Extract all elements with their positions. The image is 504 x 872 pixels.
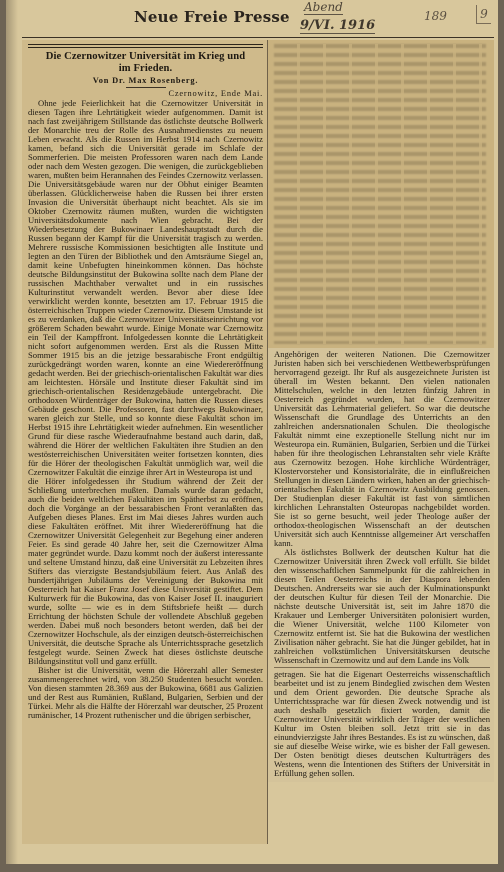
article-paragraph: getragen. Sie hat die Eigenart Oesterreichs wissenschaftlich bearbeitet und ist zu jenem Bindeglied zwischen dem Westen und dem Orient geworden. Die deutsche Sprache als Unterrichtssprache war für diesen Zweck notwendig und ist auch deshalb gesetzlich fixiert worden, damit die Czernowitzer Universität wirklich der Träger der westlichen Kultur im Osten bleiben soll. Jetzt tritt sie in das einundvierzigste Jahr ihres Bestandes. Es ist zu wünschen, daß sie auf dieselbe Weise wirke, wie es bisher der Fall gewesen. Der Osten benötigt dieses deutschen Kulturträgers des Westens, wenn die Intentionen des Stifters der Universität in Erfüllung gehen sollen. [274, 669, 490, 778]
title-double-rule [28, 44, 263, 48]
newspaper-masthead: Neue Freie Presse [134, 8, 290, 26]
reverse-side-bleed-through [268, 40, 494, 348]
header-rule [22, 37, 494, 38]
article-title-line: im Frieden. [118, 62, 173, 74]
article-title [28, 51, 263, 74]
article-byline: Von Dr. Max Rosenberg. [92, 76, 199, 85]
article-paragraph: Bisher ist die Universität, wenn die Hörerzahl aller Semester zusammengerechnet wird, von 38.250 Studenten besucht worden. Von diesen stammten 28.369 aus der Bukowina, 6681 aus Galizien und der Rest aus Rumänien, Rußland, Bulgarien, Serbien und der Türkei. Mehr als die Hälfte der Hörerzahl war deutscher, 25 Prozent rumänischer, 14 Prozent ruthenischer und die übrigen serbischer, [28, 665, 263, 720]
handwritten-edition-note: Abend [304, 0, 343, 14]
article-dateline: Czernowitz, Ende Mai. [168, 89, 263, 98]
article-body-right [268, 348, 494, 782]
article-right-column [268, 40, 494, 782]
byline-rule [126, 87, 166, 88]
article-body-left [28, 99, 263, 720]
article-paragraph: Als östlichstes Bollwerk der deutschen Kultur hat die Czernowitzer Universität ihren Zweck voll erfüllt. Sie bildet den wissenschaftlichen Sammelpunkt für die zahlreichen in diesen Teilen Oesterreichs in der Diaspora lebenden Deutschen. Andrerseits war sie auch der Kulminationspunkt der deutschen Kultur für diesen Teil der Monarchie. Die nächste deutsche Universität ist, seit im Jahre 1870 die Krakauer und Lemberger Universitäten polonisiert wurden, die Wiener Universität, welche 1100 Kilometer von Czernowitz entfernt ist. Sie hat die Bukowina der westlichen Zivilisation näher gebracht. Sie hat die Jünger gebildet, hat in zahlreichen volkstümlichen Universitätskursen deutsche Wissenschaft in Czernowitz und auf dem Lande ins Volk [274, 547, 490, 665]
scan-edge-shadow [6, 0, 18, 864]
article-paragraph: die Hörer infolgedessen ihr Studium während der Zeit der Schließung unterbrechen mußten. Damals wurde daran gedacht, auch die beiden weltlichen Fakultäten im Spätherbst zu eröffnen, doch die Vorgänge an der bessarabischen Front veranlaßten das Aufgeben dieses Planes. Erst im Mai dieses Jahres wurden auch diese Fakultäten eröffnet. Mit ihrer Wiedereröffnung hat die Czernowitzer Universität Gelegenheit zur Begehung einer anderen Feier. Es sind gerade 40 Jahre her, seit die Czernowitzer Alma mater gegründet wurde. Dazu kommt noch der äußerst interessante und seltene Umstand hinzu, daß eine Universität zu Lebzeiten ihres Stifters das vierzigste Bestandsjubiläum feiert. Aus Anlaß des hundertjährigen Jubiläums der Vereinigung der Bukowina mit Oesterreich hat Kaiser Franz Josef diese Universität gestiftet. Dem Kulturwerk für die Bukowina, das von Kaiser Josef II. inauguriert wurde, sollte — wie es in dem Stiftsbriefe heißt — durch Errichtung der höchsten Schule der vollendete Abschluß gegeben werden. Dabei muß noch besonders betont werden, daß bei der Czernowitzer Hochschule, als der einzigen deutsch-österreichischen Universität, die deutsche Sprache als Unterrichtssprache gesetzlich festgelegt wurde. Seinen Zweck hat dieses östlichste deutsche Bildungsinstitut voll und ganz erfüllt. [28, 476, 263, 666]
page-mark: 9 [476, 5, 491, 24]
archive-number: 189 [424, 9, 447, 23]
clipping-seam [274, 667, 490, 778]
article-paragraph: Angehörigen der weiteren Nationen. Die Czernowitzer Juristen haben sich bei verschiedenen Wettbewerbsprüfungen hervorragend gezeigt. Ihr Ruf als ausgezeichnete Juristen ist überall im Westen bekannt. Den vielen nationalen Mittelschulen, welche in den letzten fünfzig Jahren in Oesterreich gegründet wurden, hat die Czernowitzer Universität das Lehrmaterial geliefert. So war die deutsche Wissenschaft die Grundlage des Unterrichts an den zahlreichen andersnationalen Schulen. Die theologische Fakultät nimmt eine exzeptionelle Stellung nicht nur im Westeuropa ein. Rumänien, Bulgarien, Serbien und die Türkei haben für ihre theologischen Lehranstalten sehr viele Kräfte aus Czernowitz bezogen. Hohe kirchliche Würdenträger, Klostervorsteher und Konsistorialräte, die in einflußreichen Stellungen in diesen Ländern wirken, haben an der griechisch-orientalischen Fakultät in Czernowitz Ausbildung genossen. Der Studienplan dieser Fakultät ist fast von sämtlichen kirchlichen Lehranstalten Osteuropas nachgebildet worden. Sie ist so gerne besucht, weil jeder Theologe außer der orthodox-theologischen Wissenschaft an der deutschen Universität sich auch Kenntnisse allgemeiner Art verschaffen kann. [274, 349, 490, 548]
article-title-line: Die Czernowitzer Universität im Krieg und [45, 51, 246, 62]
handwritten-date: 9/VI. 1916 [300, 18, 376, 33]
article-paragraph: Ohne jede Feierlichkeit hat die Czernowitzer Universität in diesen Tagen ihre Lehrtätigkeit wieder aufgenommen. Damit ist nach fast zweijährigem Stillstande das östlichste deutsche Bollwerk der Monarchie treu der Rolle des Ausnahmedienstes zu neuem Leben erwacht. Als die Russen im Herbst 1914 nach Czernowitz kamen, befand sich die Universität gerade im Schlafe der Sommerferien. Die meisten Professoren waren nach dem Lande oder nach dem Westen gezogen. Die wenigen, die zurückgeblieben waren, mußten beim Herannahen des Feindes Czernowitz verlassen. Die Universitätsgebäude waren nur der Obhut einiger Beamten überlassen. Glücklicherweise haben die Russen bei ihrer ersten Invasion die Universität überhaupt nicht beachtet. Als sie im Oktober Czernowitz räumen mußten, wurden die wichtigsten Universitätsdokumente nach Wien gebracht. Bei der Wiederbesetzung der Bukowinaer Landeshauptstadt durch die Russen begann der Kampf für die Universität tragisch zu werden. Mehrere russische Kommissionen besichtigten alle Institute und legten an den Türen der Bibliothek und den Amtsräume Siegel an, damit keine Unbefugten hineinkommen können. Das höchste deutsche Bildungsinstitut der Bukowina sollte nach dem Plane der russischen Machthaber verwaltet und in ein russisches Kulturinstitut verwandelt werden. Bevor aber diese Idee verwirklicht werden konnte, besetzten am 17. Februar 1915 die österreichischen Truppen wieder Czernowitz. Diesem Umstande ist es zu verdanken, daß die Czernowitzer Universitätseinrichtung vor größerem Schaden bewahrt wurde. Einige Monate war Czernowitz ein Teil der Kampffront. Infolgedessen konnte die Lehrtätigkeit nicht sofort aufgenommen werden. Erst als die Russen Mitte Sommer 1915 bis an die jetzige bessarabische Front endgültig zurückgedrängt worden waren, konnte an eine Wiedereröffnung gedacht werden. Bei der griechisch-orientalischen Fakultät war dies am leichtesten. Hörsäle und Institute dieser Fakultät sind im griechisch-orientalischen Residenzgebäude untergebracht. Die orthodoxen Würdenträger der Bukowina, hatten die Russen dieses Gebäude geschont. Die Professoren, fast durchwegs Bukowinaer, waren gleich zur Stelle, und so konnte diese Fakultät schon im Herbst 1915 ihre Lehrtätigkeit wieder aufnehmen. Ein wesentlicher Grund für diese rasche Wiederaufnahme bestand auch darin, daß, während die Hörer der weltlichen Fakultäten ihre Studien an den westösterreichischen Universitäten weiter fortsetzen konnten, dies für die Hörer der theologischen Fakultät unmöglich war, weil die Czernowitzer Fakultät die einzige ihrer Art in Westeuropa ist und [28, 98, 263, 477]
article-left-column [22, 40, 268, 844]
bleed-through-word-gaps [274, 44, 486, 344]
